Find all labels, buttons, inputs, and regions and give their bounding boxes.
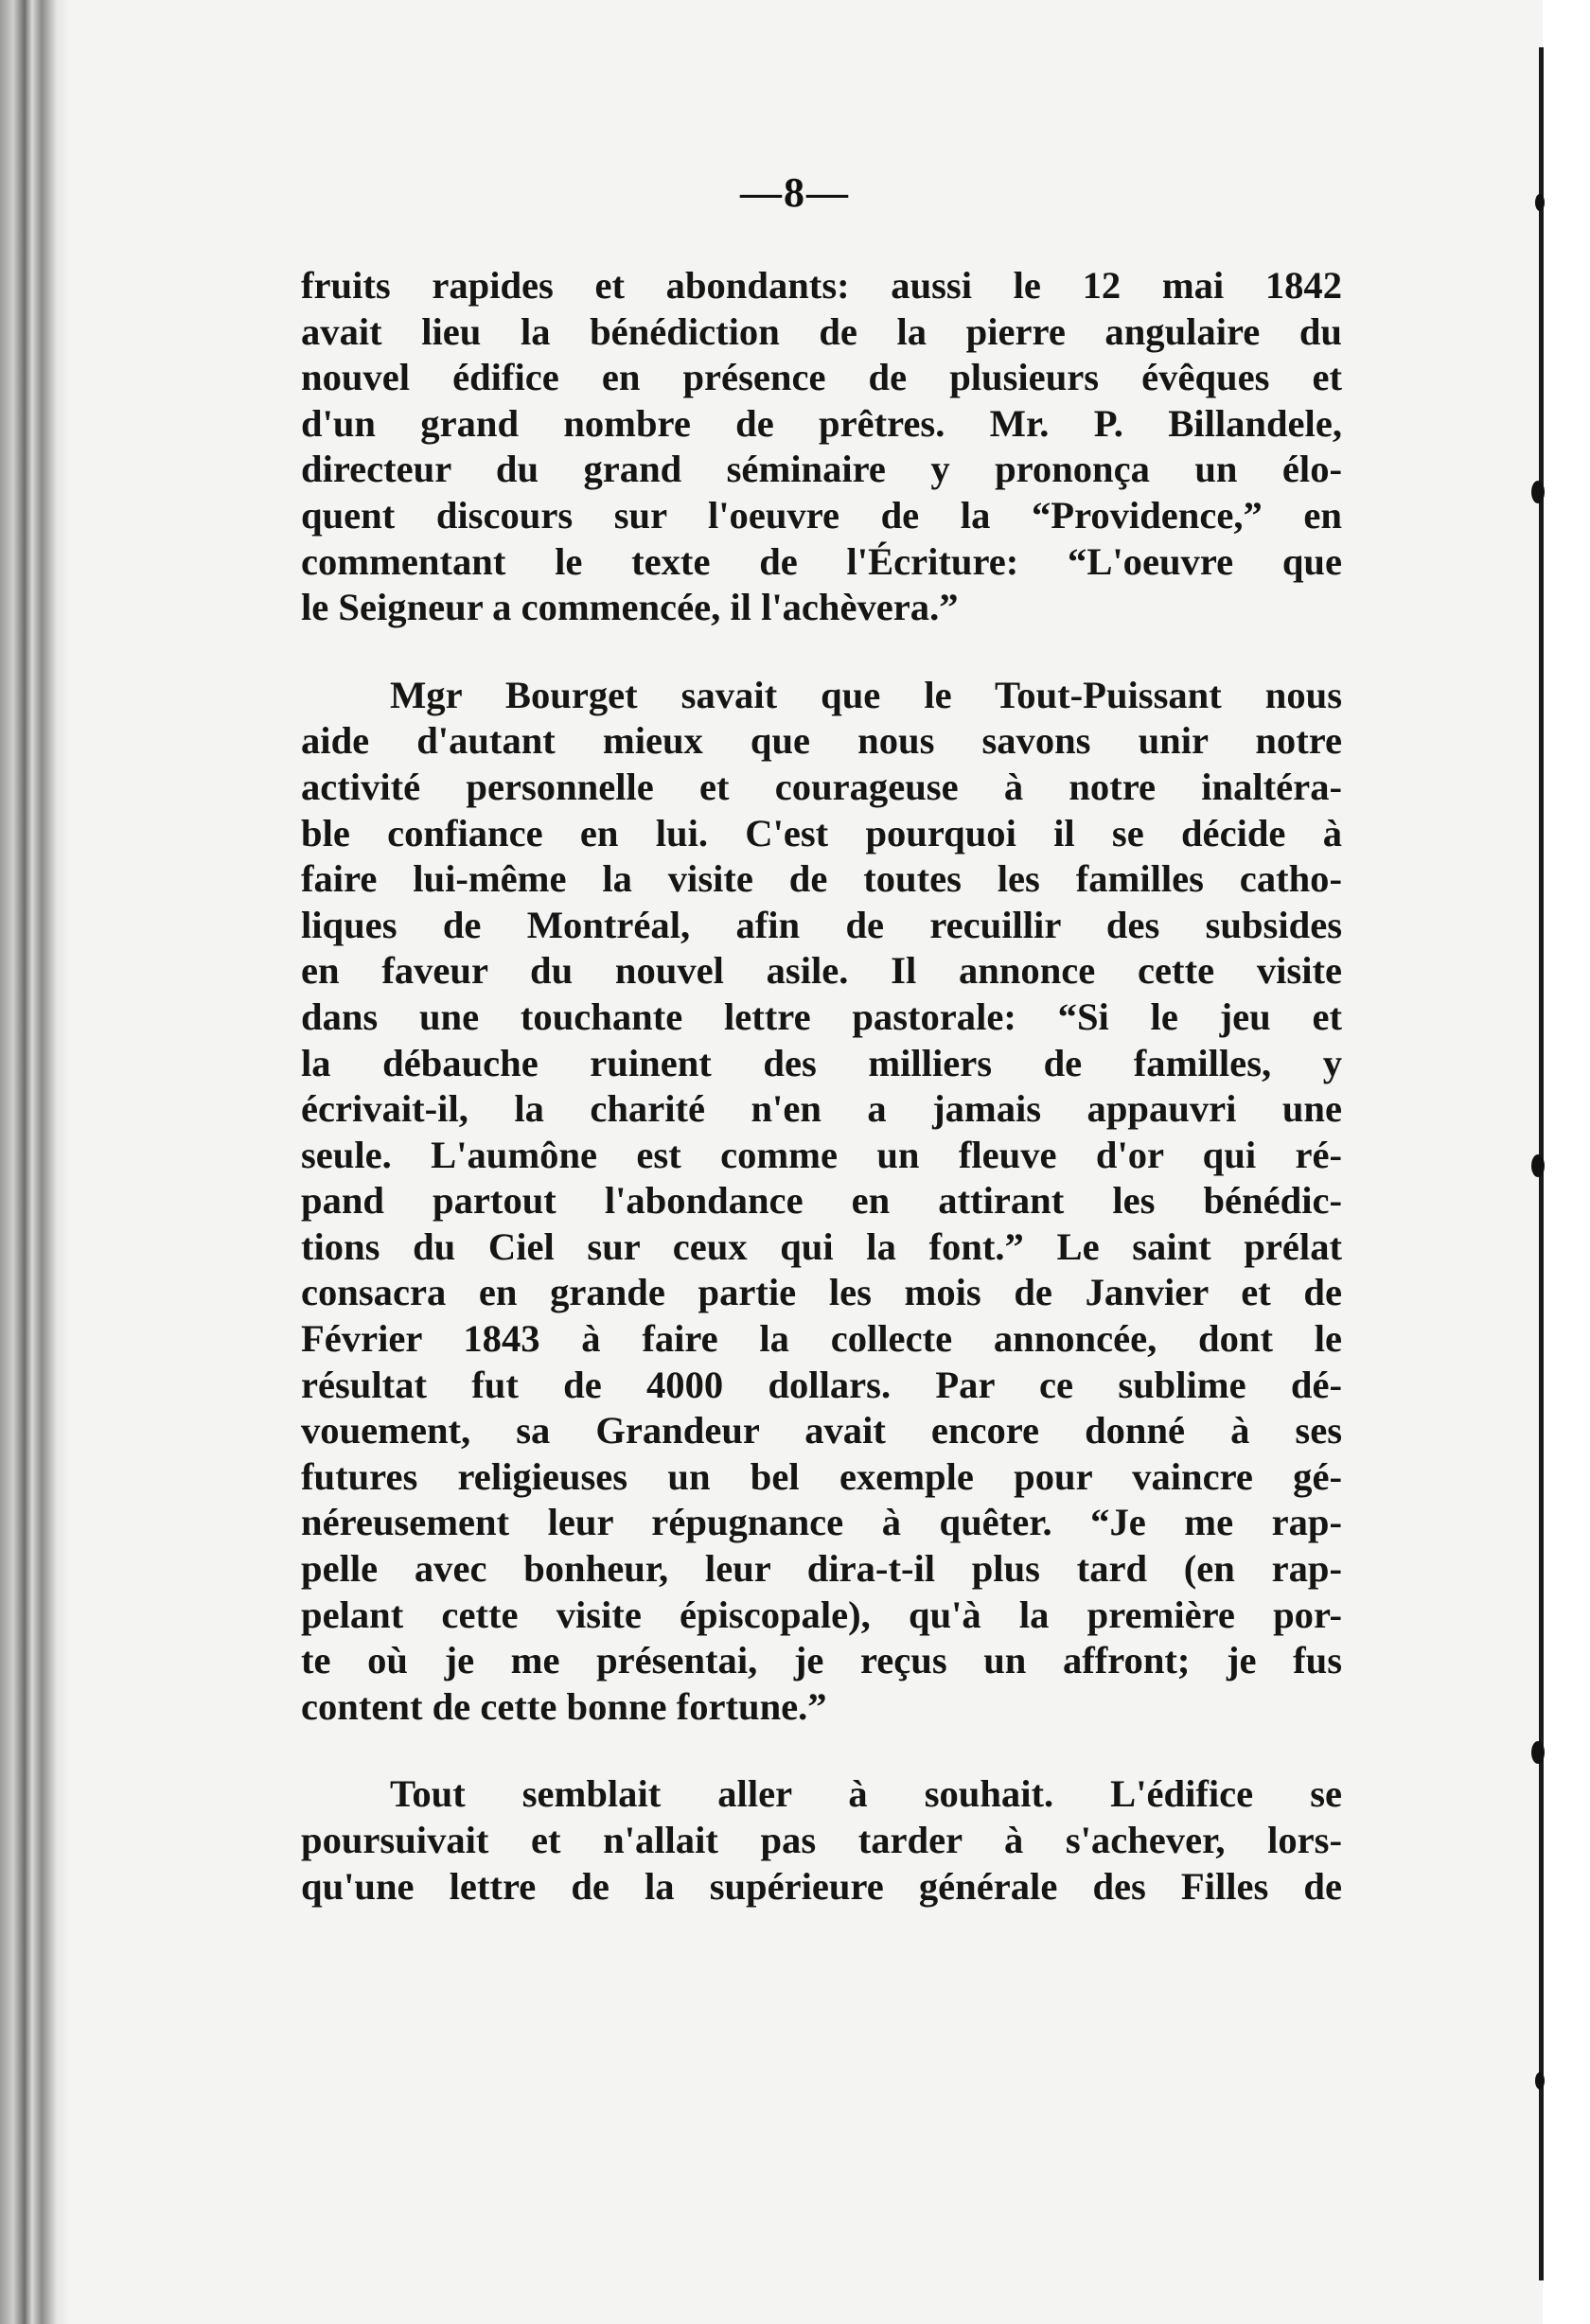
text-line: seule. L'aumône est comme un fleuve d'or qui ré- (301, 1133, 1342, 1176)
text-line: faire lui-même la visite de toutes les familles catho- (301, 857, 1342, 901)
text-line: futures religieuses un bel exemple pour vaincre gé- (301, 1454, 1342, 1498)
text-line: pelant cette visite épiscopale), qu'à la première por- (301, 1593, 1342, 1636)
text-line: vouement, sa Grandeur avait encore donné à ses (301, 1409, 1342, 1452)
text-line: activité personnelle et courageuse à notre inaltéra- (301, 765, 1342, 808)
text-line: qu'une lettre de la supérieure générale des Filles de (301, 1864, 1342, 1908)
right-margin (1543, 0, 1590, 2324)
text-line: néreusement leur répugnance à quêter. “Je me rap- (301, 1501, 1342, 1544)
text-line: tions du Ciel sur ceux qui la font.” Le saint prélat (301, 1224, 1342, 1268)
text-line: dans une touchante lettre pastorale: “Si le jeu et (301, 995, 1342, 1038)
text-line: directeur du grand séminaire y prononça un élo- (301, 448, 1342, 491)
paragraph-3 (301, 1771, 1342, 1910)
text-line: commentant le texte de l'Écriture: “L'oeuvre que (301, 539, 1342, 583)
binding-hole-icon (1531, 1741, 1545, 1764)
paragraph-2 (301, 673, 1342, 1731)
text-line: le Seigneur a commencée, il l'achèvera.” (301, 586, 959, 629)
text-line: consacra en grande partie les mois de Janvier et de (301, 1271, 1342, 1314)
text-line: liques de Montréal, afin de recuillir des subsides (301, 903, 1342, 946)
text-line: avait lieu la bénédiction de la pierre angulaire du (301, 309, 1342, 353)
text-line: fruits rapides et abondants: aussi le 12 mai 1842 (301, 264, 1342, 307)
text-line: pelle avec bonheur, leur dira-t-il plus tard (en rap- (301, 1547, 1342, 1591)
text-line: quent discours sur l'oeuvre de la “Providence,” en (301, 493, 1342, 537)
text-line: Mgr Bourget savait que le Tout-Puissant nous (390, 673, 1342, 716)
text-line: aide d'autant mieux que nous savons unir notre (301, 719, 1342, 763)
body-text (301, 263, 1342, 1910)
text-line: te où je me présentai, je reçus un affront; je fus (301, 1639, 1342, 1682)
text-line: la débauche ruinent des milliers de familles, y (301, 1041, 1342, 1084)
binding-hole-icon (1535, 2072, 1545, 2089)
text-line: poursuivait et n'allait pas tarder à s'achever, lors- (301, 1819, 1342, 1861)
text-line: écrivait-il, la charité n'en a jamais appauvri une (301, 1087, 1342, 1131)
page-number: —8— (740, 169, 850, 216)
text-line: Février 1843 à faire la collecte annoncée, dont le (301, 1317, 1342, 1361)
text-line: Tout semblait aller à souhait. L'édifice se (390, 1772, 1342, 1816)
text-line: d'un grand nombre de prêtres. Mr. P. Billandele, (301, 401, 1342, 445)
text-line: en faveur du nouvel asile. Il annonce cette visite (301, 949, 1342, 993)
text-line: pand partout l'abondance en attirant les bénédic- (301, 1179, 1342, 1223)
text-line: nouvel édifice en présence de plusieurs évêques et (301, 356, 1342, 399)
text-line: résultat fut de 4000 dollars. Par ce sublime dé- (301, 1363, 1342, 1406)
binding-hole-icon (1531, 481, 1545, 503)
page-binding-edge (0, 0, 70, 2324)
text-line: ble confiance en lui. C'est pourquoi il se décide à (301, 811, 1342, 854)
paragraph-1 (301, 263, 1342, 631)
binding-hole-icon (1531, 1154, 1545, 1177)
text-line: content de cette bonne fortune.” (301, 1684, 827, 1728)
